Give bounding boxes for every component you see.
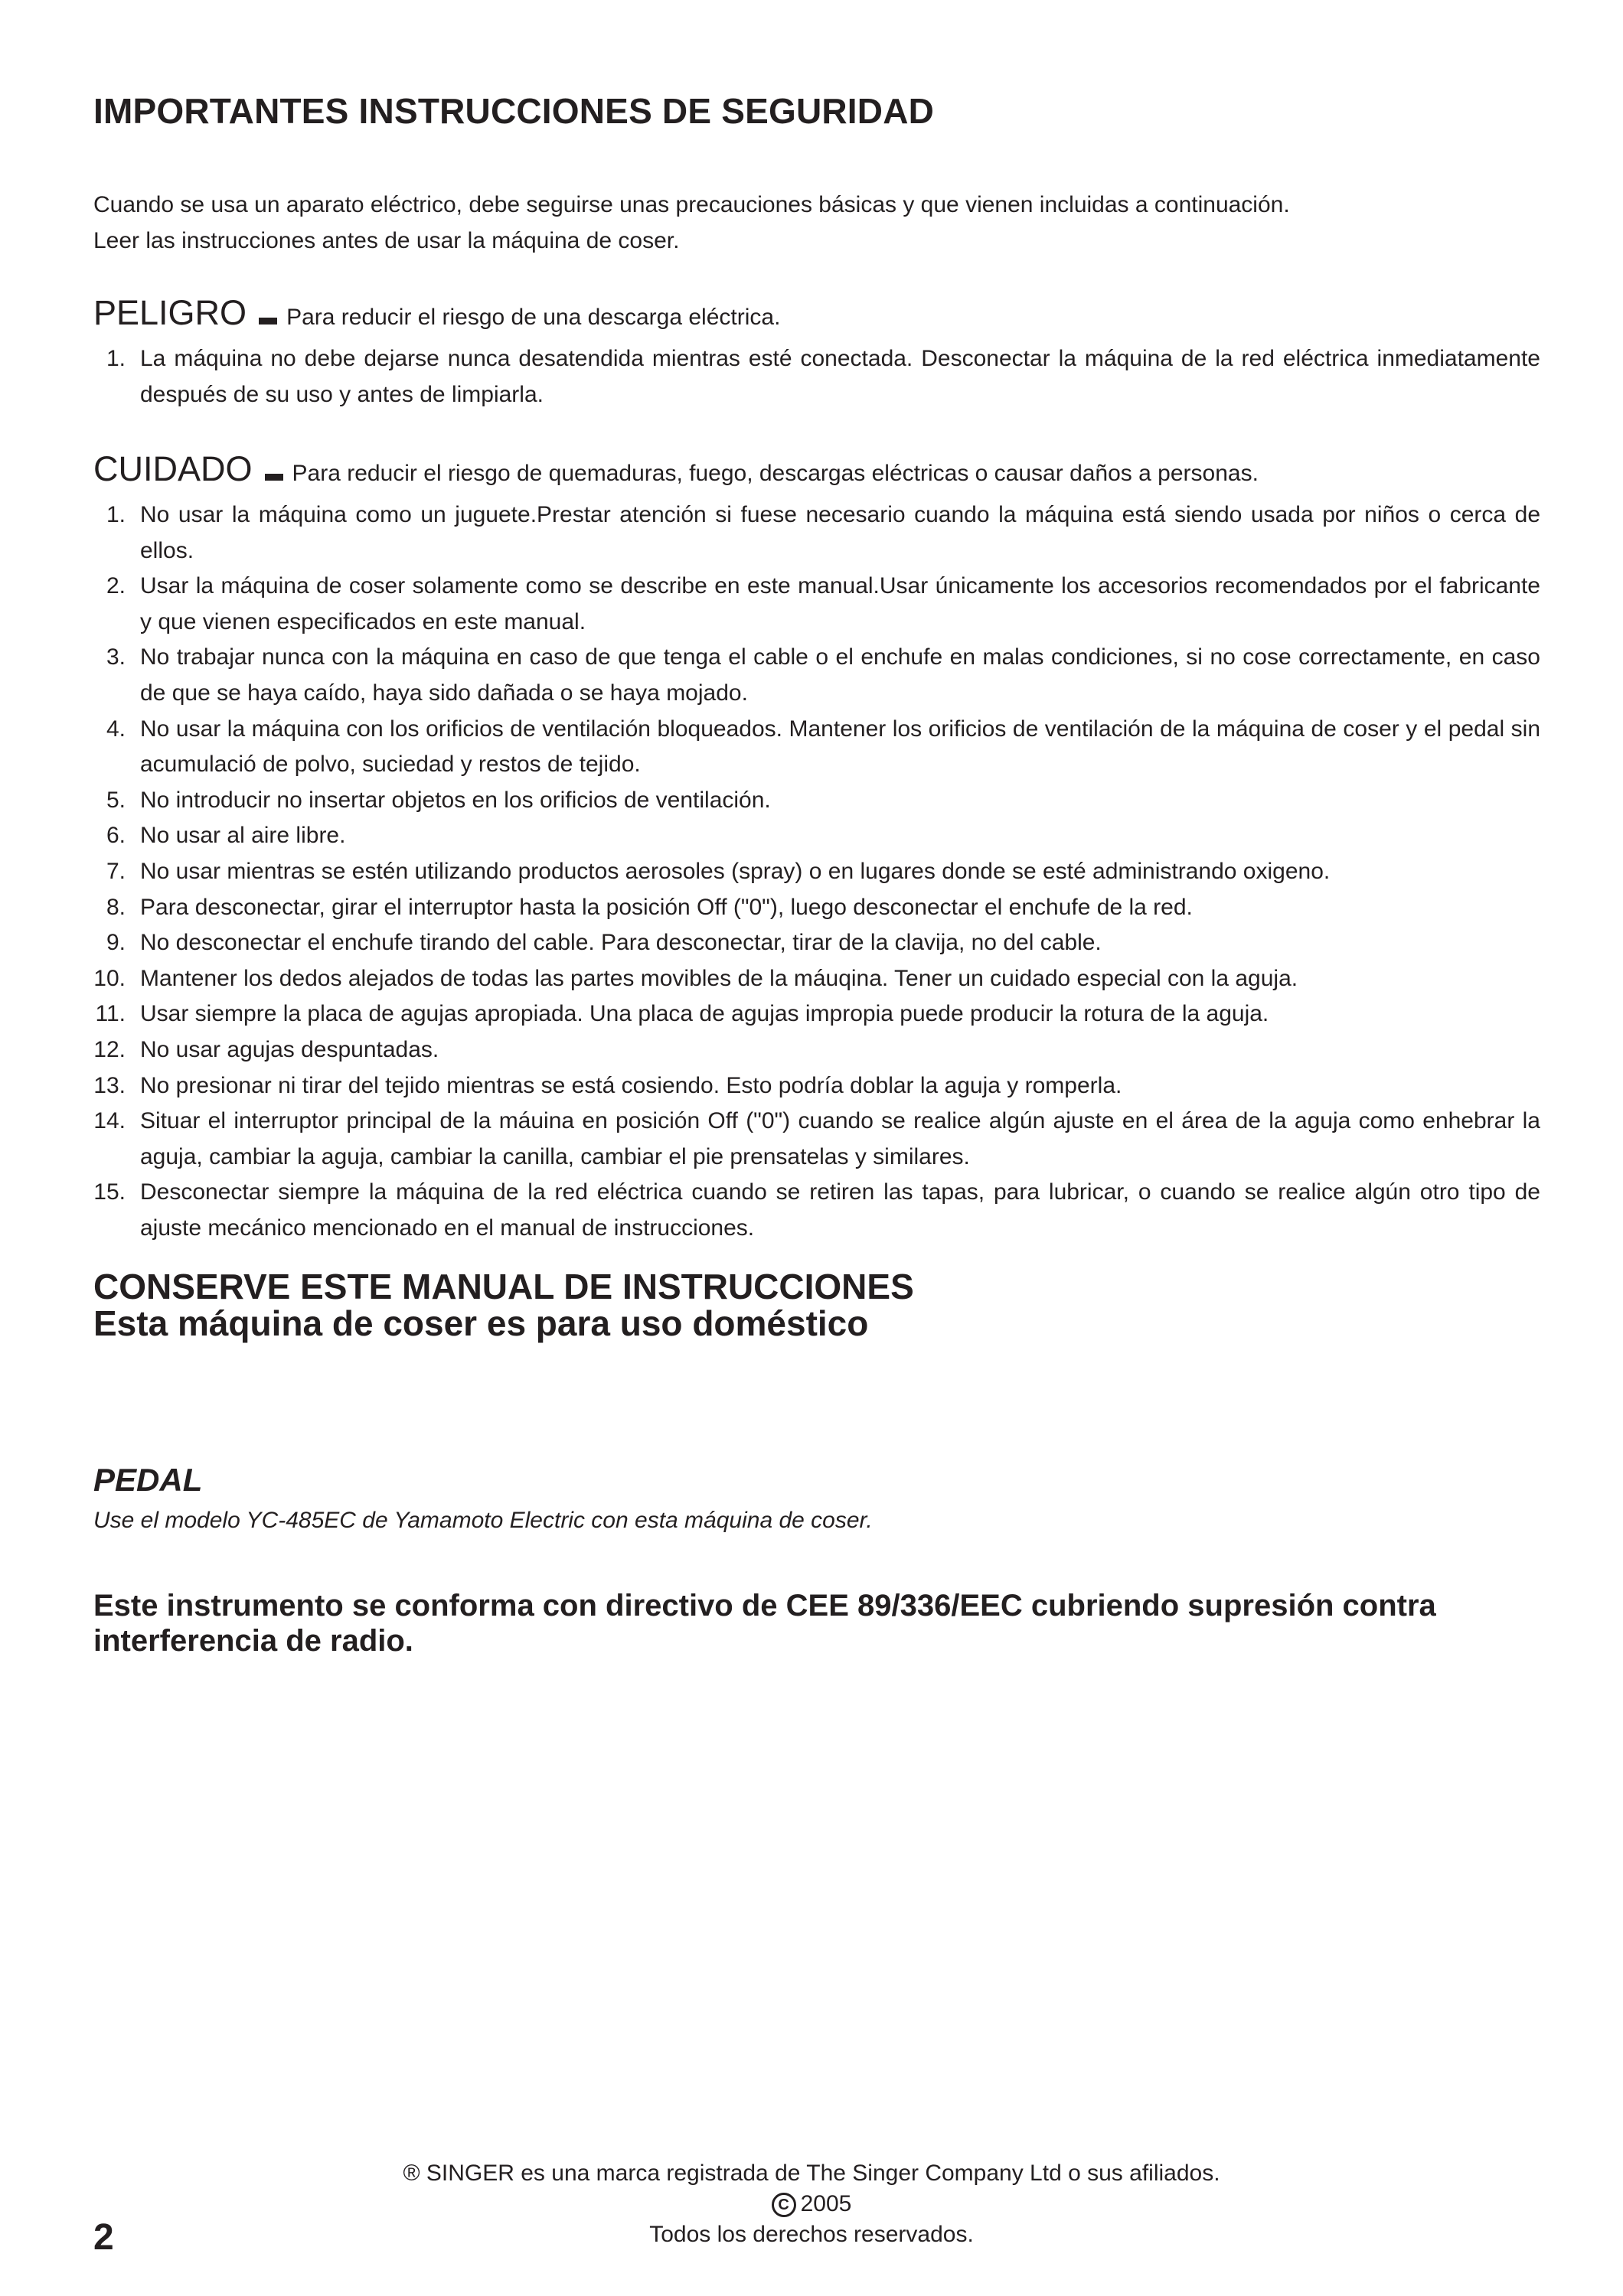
item-number: 6. bbox=[106, 823, 126, 849]
pedal-title: PEDAL bbox=[93, 1462, 203, 1498]
item-text: No usar la máquina con los orificios de ventilación bloqueados. Mantener los orificios de ventilación de la máquina de coser y el pedal sin acumulació de polvo, suciedad y restos de tejido. bbox=[140, 716, 1540, 778]
intro-text bbox=[93, 187, 1548, 259]
item-text: Para desconectar, girar el interruptor hasta la posición Off ("0"), luego desconectar el enchufe de la red. bbox=[140, 894, 1193, 920]
item-text: No trabajar nunca con la máquina en caso de que tenga el cable o el enchufe en malas condiciones, si no cose correctamente, en caso de que se haya caído, haya sido dañada o se haya mojado. bbox=[140, 644, 1540, 706]
item-number: 11. bbox=[95, 1001, 126, 1027]
dash-separator bbox=[259, 318, 277, 325]
cuidado-heading bbox=[93, 449, 1259, 489]
footer bbox=[0, 2158, 1623, 2250]
item-number: 2. bbox=[106, 573, 126, 599]
item-number: 7. bbox=[106, 858, 126, 884]
list-item bbox=[93, 925, 1540, 961]
list-item bbox=[93, 1068, 1540, 1104]
rights-notice: Todos los derechos reservados. bbox=[649, 2222, 974, 2247]
item-text: No desconectar el enchufe tirando del cable. Para desconectar, tirar de la clavija, no del cable. bbox=[140, 930, 1102, 956]
peligro-heading bbox=[93, 293, 780, 333]
item-number: 8. bbox=[106, 894, 126, 920]
cuidado-description: Para reducir el riesgo de quemaduras, fuego, descargas eléctricas o causar daños a personas. bbox=[292, 461, 1259, 486]
peligro-label: PELIGRO bbox=[93, 293, 247, 332]
list-item bbox=[93, 497, 1540, 569]
item-text: No usar agujas despuntadas. bbox=[140, 1036, 439, 1062]
item-number: 13. bbox=[93, 1072, 126, 1098]
list-item bbox=[93, 1032, 1540, 1068]
item-text: Desconectar siempre la máquina de la red eléctrica cuando se retiren las tapas, para lubricar, o cuando se realice algún otro tipo de ajuste mecánico mencionado en el manual de instrucciones. bbox=[140, 1179, 1540, 1241]
item-number: 3. bbox=[106, 644, 126, 670]
list-item bbox=[93, 640, 1540, 711]
item-number: 12. bbox=[93, 1036, 126, 1062]
list-item bbox=[93, 818, 1540, 854]
list-item bbox=[93, 341, 1540, 413]
list-item bbox=[93, 961, 1540, 997]
list-item bbox=[93, 890, 1540, 926]
peligro-description: Para reducir el riesgo de una descarga eléctrica. bbox=[286, 305, 781, 330]
page-title: IMPORTANTES INSTRUCCIONES DE SEGURIDAD bbox=[93, 91, 935, 131]
copyright-year: 2005 bbox=[800, 2191, 852, 2216]
list-item bbox=[93, 783, 1540, 819]
item-number: 1. bbox=[106, 346, 126, 371]
item-text: No usar al aire libre. bbox=[140, 823, 346, 849]
item-text: No presionar ni tirar del tejido mientras se está cosiendo. Esto podría doblar la aguja y romperla. bbox=[140, 1072, 1122, 1098]
item-number: 14. bbox=[93, 1108, 126, 1134]
cuidado-list bbox=[93, 497, 1540, 1246]
list-item bbox=[93, 1104, 1540, 1175]
trademark-notice: ® SINGER es una marca registrada de The Singer Company Ltd o sus afiliados. bbox=[403, 2161, 1220, 2186]
conserve-line: CONSERVE ESTE MANUAL DE INSTRUCCIONES bbox=[93, 1267, 914, 1306]
pedal-text: Use el modelo YC-485EC de Yamamoto Electric con esta máquina de coser. bbox=[93, 1508, 873, 1533]
list-item bbox=[93, 854, 1540, 890]
item-number: 9. bbox=[106, 930, 126, 956]
conserve-heading bbox=[93, 1268, 914, 1342]
list-item bbox=[93, 712, 1540, 783]
copyright-icon: C bbox=[772, 2193, 796, 2217]
item-number: 4. bbox=[106, 716, 126, 742]
item-text: Usar siempre la placa de agujas apropiada. Una placa de agujas impropia puede producir la rotura de la aguja. bbox=[140, 1001, 1269, 1027]
domestic-use-line: Esta máquina de coser es para uso doméstico bbox=[93, 1303, 869, 1343]
item-number: 1. bbox=[106, 502, 126, 527]
list-item bbox=[93, 996, 1540, 1032]
item-number: 15. bbox=[93, 1179, 126, 1205]
page-number: 2 bbox=[93, 2217, 114, 2258]
item-text: Situar el interruptor principal de la máuina en posición Off ("0") cuando se realice algún ajuste en el área de la aguja como enhebrar la aguja, cambiar la aguja, cambiar la canilla, cambiar el pie prensatelas y similares. bbox=[140, 1108, 1540, 1169]
list-item bbox=[93, 569, 1540, 640]
item-text: Mantener los dedos alejados de todas las partes movibles de la máuqina. Tener un cuidado especial con la aguja. bbox=[140, 965, 1298, 991]
intro-line: Cuando se usa un aparato eléctrico, debe seguirse unas precauciones básicas y que vienen incluidas a continuación. bbox=[93, 192, 1290, 217]
item-number: 5. bbox=[106, 787, 126, 813]
list-item bbox=[93, 1175, 1540, 1246]
item-text: No usar la máquina como un juguete.Prestar atención si fuese necesario cuando la máquina está siendo usada por niños o cerca de ellos. bbox=[140, 502, 1540, 563]
cuidado-label: CUIDADO bbox=[93, 449, 253, 488]
item-number: 10. bbox=[93, 965, 126, 991]
item-text: No introducir no insertar objetos en los orificios de ventilación. bbox=[140, 787, 771, 813]
intro-line: Leer las instrucciones antes de usar la máquina de coser. bbox=[93, 228, 680, 253]
peligro-list bbox=[93, 341, 1540, 413]
copyright-line bbox=[0, 2189, 1623, 2219]
item-text: La máquina no debe dejarse nunca desatendida mientras esté conectada. Desconectar la máquina de la red eléctrica inmediatamente después de su uso y antes de limpiarla. bbox=[140, 346, 1540, 407]
item-text: No usar mientras se estén utilizando productos aerosoles (spray) o en lugares donde se esté administrando oxigeno. bbox=[140, 858, 1331, 884]
item-text: Usar la máquina de coser solamente como se describe en este manual.Usar únicamente los accesorios recomendados por el fabricante y que vienen especificados en este manual. bbox=[140, 573, 1540, 634]
dash-separator bbox=[265, 474, 283, 481]
cee-statement: Este instrumento se conforma con directivo de CEE 89/336/EEC cubriendo supresión contra interferencia de radio. bbox=[93, 1589, 1436, 1658]
